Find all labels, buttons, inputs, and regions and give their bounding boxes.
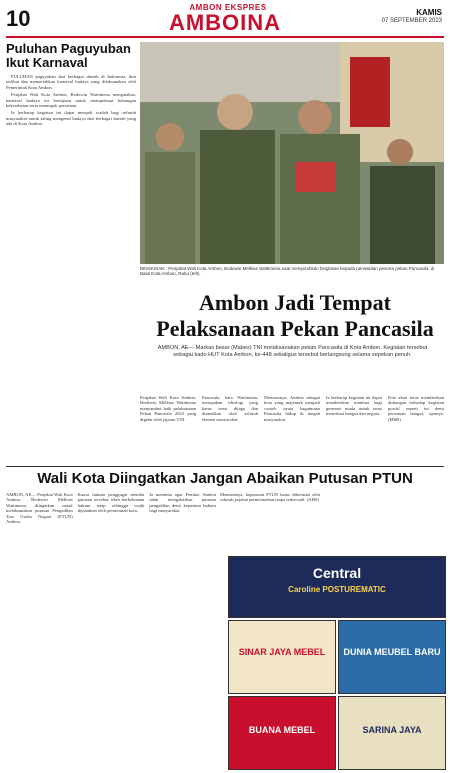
photo-illustration <box>140 42 444 264</box>
text-column: Menurutnya, keputusan PTUN harus dihormati oleh seluruh pejabat pemerintahan tanpa terkecuali. (AHS) <box>220 492 320 503</box>
issue-day: KAMIS <box>416 8 442 17</box>
main-story-columns <box>140 395 444 463</box>
text-column: Ia meminta agar Pemkot Ambon tidak mengabaikan putusan pengadilan demi kepastian hukum bagi masyarakat. <box>149 492 216 514</box>
left-story-body <box>6 74 136 127</box>
brand-name: AMBON EKSPRES <box>189 3 267 12</box>
text-column: Pancasila, kata Wattimena, merupakan ideologi yang harus terus dijaga dan diamalkan oleh seluruh elemen masyarakat. <box>202 395 258 422</box>
left-story <box>6 42 136 464</box>
advertisement-sinar-jaya <box>228 620 336 694</box>
paragraph: Ia berharap kegiatan ini dapat menjadi wadah bagi seluruh masyarakat untuk saling mengenal budaya dari berbagai daerah yang ada di Kota Ambon. <box>6 110 136 127</box>
page-number: 10 <box>6 6 31 31</box>
paragraph: PULUHAN paguyuban dari berbagai daerah di Indonesia, ikut terlibat dan memeriahkan karnaval budaya yang dilaksanakan oleh Pemerintah Kota Ambon. <box>6 74 136 90</box>
ad-brand: DUNIA MEUBEL BARU <box>343 647 441 657</box>
ad-brand: BUANA MEBEL <box>248 725 316 735</box>
second-story-headline: Wali Kota Diingatkan Jangan Abaikan Putusan PTUN <box>37 470 413 487</box>
text-column: Kuasa hukum penggugat menilai putusan tersebut telah berkekuatan hukum tetap sehingga wajib dijalankan oleh pemerintah kota. <box>77 492 145 514</box>
section-divider <box>6 466 444 467</box>
advertisement-central <box>228 556 446 618</box>
paragraph: Penjabat Wali Kota Ambon, Bodewin Wattimena mengatakan, karnaval budaya ini bertujuan untuk memperkuat hubungan kekerabatan serta memupuk persatuan. <box>6 92 136 109</box>
ad-brand: Central <box>312 565 362 581</box>
ad-brand: SINAR JAYA MEBEL <box>238 647 326 657</box>
news-photo <box>140 42 444 264</box>
left-story-title: Puluhan Paguyuban Ikut Karnaval <box>6 42 131 70</box>
page-header <box>0 0 450 36</box>
advertisement-sarina-jaya <box>338 696 446 770</box>
text-column: Menurutnya, Ambon sebagai kota yang majemuk menjadi contoh nyata bagaimana Pancasila hidup di tengah masyarakat. <box>264 395 320 422</box>
main-story-lead: AMBON, AE— Markas besar (Mabes) TNI melaksanakan pekan Pancasila di Kota Ambon. Kegiatan tersebut sebagai kado HUT Kota Ambon, ke-448 sekaligus tersebut berlangsung selama sepekan penuh. <box>157 345 428 358</box>
text-column: AMBON, AE— Penjabat Wali Kota Ambon, Bodewin Melkias Wattimena, diingatkan untuk melaksanakan putusan Pengadilan Tata Usaha Negara (PTUN) Ambon. <box>6 492 73 525</box>
ad-tagline: Caroline POSTUREMATIC <box>288 585 386 594</box>
advertisement-buana-mebel <box>228 696 336 770</box>
second-story-columns <box>6 492 216 768</box>
text-column: Ia berharap kegiatan ini dapat memberikan manfaat bagi generasi muda untuk terus mencintai bangsa dan negara. <box>326 395 382 417</box>
ad-brand: SARINA JAYA <box>362 725 422 735</box>
issue-date: 07 SEPTEMBER 2023 <box>381 18 442 24</box>
text-column: Kita akan terus memberikan dukungan terhadap kegiatan positif seperti ini demi persatuan bangsa, ujarnya. (MSR) <box>388 395 444 422</box>
photo-caption: BINGKISAN : Penjabat Wali Kota Ambon, Bodewin Melkias Wattimena saat menyerahkan bingkisan kepada perwakilan peserta pekan Pancasila, di Balai Kota Ambon, Rabu (6/9). <box>140 266 435 276</box>
header-rule <box>6 36 444 38</box>
main-story-title: Ambon Jadi Tempat Pelaksanaan Pekan Pancasila <box>156 290 434 341</box>
advertisement-dunia-meubel <box>338 620 446 694</box>
text-column: Penjabat Wali Kota Ambon, Bodewin Melkias Wattimena menyambut baik pelaksanaan Pekan Pancasila 2023 yang digelar oleh jajaran TNI. <box>140 395 196 422</box>
section-title: AMBOINA <box>168 10 282 35</box>
